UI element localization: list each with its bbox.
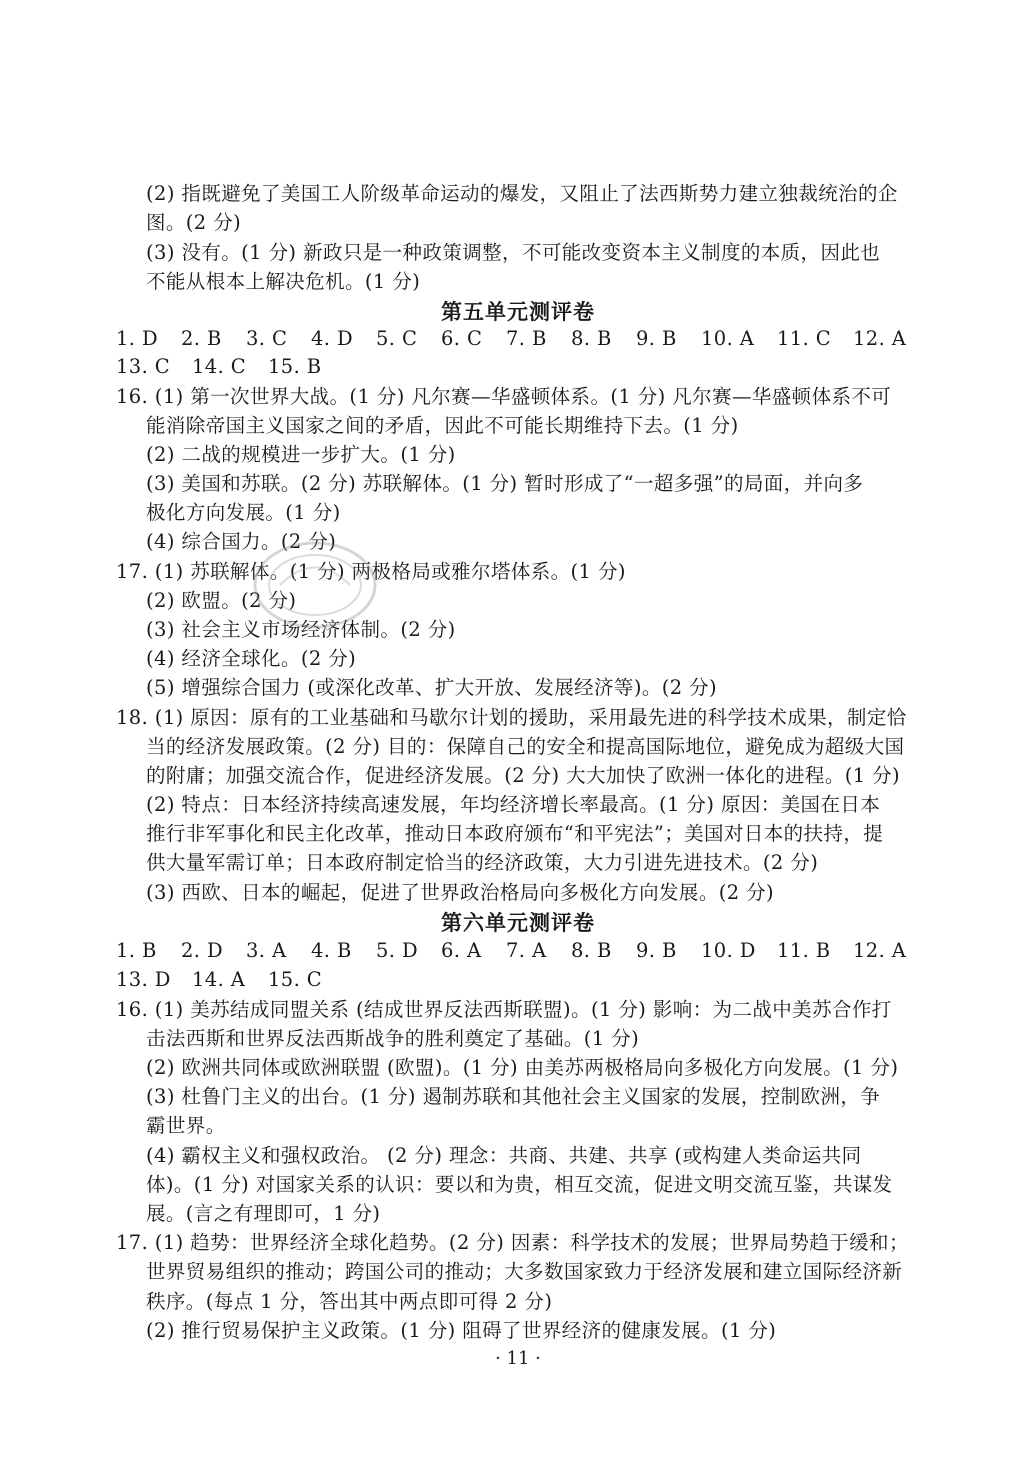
mc-answer: 12. A bbox=[853, 327, 907, 350]
answer-line: (4) 综合国力。(2 分) bbox=[146, 530, 337, 553]
mc-answer: 3. C bbox=[246, 327, 288, 350]
mc-answer: 1. B bbox=[116, 939, 157, 962]
mc-answer: 8. B bbox=[571, 327, 612, 350]
mc-answer: 1. D bbox=[116, 327, 159, 350]
answer-line: (4) 经济全球化。(2 分) bbox=[146, 647, 357, 670]
mc-answer: 9. B bbox=[636, 939, 677, 962]
answer-line: (2) 指既避免了美国工人阶级革命运动的爆发，又阻止了法西斯势力建立独裁统治的企 bbox=[146, 182, 898, 205]
answer-line: (4) 霸权主义和强权政治。 (2 分) 理念：共商、共建、共享 (或构建人类命运共同 bbox=[146, 1144, 862, 1167]
answer-line: 当的经济发展政策。(2 分) 目的：保障自己的安全和提高国际地位，避免成为超级大国 bbox=[146, 735, 905, 758]
answer-line: 体)。(1 分) 对国家关系的认识：要以和为贵，相互交流，促进文明交流互鉴，共谋发 bbox=[146, 1173, 893, 1196]
answer-line: (2) 欧盟。(2 分) bbox=[146, 589, 297, 612]
answer-line: 图。(2 分) bbox=[146, 211, 242, 234]
answer-line: (3) 西欧、日本的崛起，促进了世界政治格局向多极化方向发展。(2 分) bbox=[146, 881, 775, 904]
mc-answer: 7. A bbox=[506, 939, 547, 962]
mc-answer: 5. C bbox=[376, 327, 418, 350]
answer-line: (5) 增强综合国力 (或深化改革、扩大开放、发展经济等)。(2 分) bbox=[146, 676, 718, 699]
answer-line: (3) 美国和苏联。(2 分) 苏联解体。(1 分) 暂时形成了“一超多强”的局面，并向多 bbox=[146, 472, 864, 495]
answer-line: 能消除帝国主义国家之间的矛盾，因此不可能长期维持下去。(1 分) bbox=[146, 414, 739, 437]
answer-line: 展。(言之有理即可，1 分) bbox=[146, 1202, 381, 1225]
mc-answer: 12. A bbox=[853, 939, 907, 962]
answer-line: 17. (1) 趋势：世界经济全球化趋势。(2 分) 因素：科学技术的发展；世界局势趋于缓和； bbox=[116, 1231, 909, 1254]
answer-line: 霸世界。 bbox=[146, 1114, 226, 1137]
mc-answer: 3. A bbox=[246, 939, 287, 962]
answer-line: 的附庸；加强交流合作，促进经济发展。(2 分) 大大加快了欧洲一体化的进程。(1 分) bbox=[146, 764, 901, 787]
answer-line: 击法西斯和世界反法西斯战争的胜利奠定了基础。(1 分) bbox=[146, 1027, 640, 1050]
mc-answer: 10. D bbox=[701, 939, 756, 962]
answer-line: 极化方向发展。(1 分) bbox=[146, 501, 341, 524]
mc-answer: 6. C bbox=[441, 327, 483, 350]
answer-line: 16. (1) 美苏结成同盟关系 (结成世界反法西斯联盟)。(1 分) 影响：为二战中美苏合作打 bbox=[116, 998, 892, 1021]
mc-answer: 11. C bbox=[777, 327, 832, 350]
mc-answer: 10. A bbox=[701, 327, 755, 350]
answer-line: 18. (1) 原因：原有的工业基础和马歇尔计划的援助，采用最先进的科学技术成果，制定恰 bbox=[116, 706, 907, 729]
mc-answer: 6. A bbox=[441, 939, 482, 962]
mc-answer: 4. B bbox=[311, 939, 352, 962]
section-title-unit6: 第六单元测评卷 bbox=[441, 910, 595, 935]
answer-line: (2) 特点：日本经济持续高速发展，年均经济增长率最高。(1 分) 原因：美国在日本 bbox=[146, 793, 881, 816]
answer-line: 世界贸易组织的推动；跨国公司的推动；大多数国家致力于经济发展和建立国际经济新 bbox=[146, 1260, 903, 1283]
page-number: · 11 · bbox=[495, 1348, 541, 1369]
answer-line: 供大量军需订单；日本政府制定恰当的经济政策，大力引进先进技术。(2 分) bbox=[146, 851, 819, 874]
answer-line: (2) 欧洲共同体或欧洲联盟 (欧盟)。(1 分) 由美苏两极格局向多极化方向发展。(1 分) bbox=[146, 1056, 899, 1079]
answer-line: (3) 社会主义市场经济体制。(2 分) bbox=[146, 618, 456, 641]
watermark-seal-icon bbox=[240, 530, 390, 640]
mc-answer: 2. B bbox=[181, 327, 222, 350]
answer-line: (3) 没有。(1 分) 新政只是一种政策调整，不可能改变资本主义制度的本质，因此也 bbox=[146, 241, 881, 264]
answer-line: 不能从根本上解决危机。(1 分) bbox=[146, 270, 421, 293]
answer-line: (2) 推行贸易保护主义政策。(1 分) 阻碍了世界经济的健康发展。(1 分) bbox=[146, 1319, 777, 1342]
mc-answer: 13. C bbox=[116, 355, 171, 378]
section-title-unit5: 第五单元测评卷 bbox=[441, 299, 595, 324]
mc-answer: 14. A bbox=[192, 968, 246, 991]
mc-answer: 5. D bbox=[376, 939, 419, 962]
mc-answer: 11. B bbox=[777, 939, 831, 962]
answer-line: 16. (1) 第一次世界大战。(1 分) 凡尔赛—华盛顿体系。(1 分) 凡尔赛—华盛顿体系不可 bbox=[116, 385, 892, 408]
mc-answer: 7. B bbox=[506, 327, 547, 350]
answer-line: 推行非军事化和民主化改革，推动日本政府颁布“和平宪法”；美国对日本的扶持，提 bbox=[146, 822, 884, 845]
mc-answer: 9. B bbox=[636, 327, 677, 350]
answer-line: (3) 杜鲁门主义的出台。(1 分) 遏制苏联和其他社会主义国家的发展，控制欧洲，争 bbox=[146, 1085, 881, 1108]
answer-line: (2) 二战的规模进一步扩大。(1 分) bbox=[146, 443, 456, 466]
mc-answer: 14. C bbox=[192, 355, 247, 378]
mc-answer: 15. C bbox=[268, 968, 323, 991]
mc-answer: 2. D bbox=[181, 939, 224, 962]
answer-line: 秩序。(每点 1 分，答出其中两点即可得 2 分) bbox=[146, 1290, 553, 1313]
answer-line: 17. (1) 苏联解体。(1 分) 两极格局或雅尔塔体系。(1 分) bbox=[116, 560, 626, 583]
mc-answer: 4. D bbox=[311, 327, 354, 350]
mc-answer: 15. B bbox=[268, 355, 322, 378]
mc-answer: 13. D bbox=[116, 968, 171, 991]
mc-answer: 8. B bbox=[571, 939, 612, 962]
